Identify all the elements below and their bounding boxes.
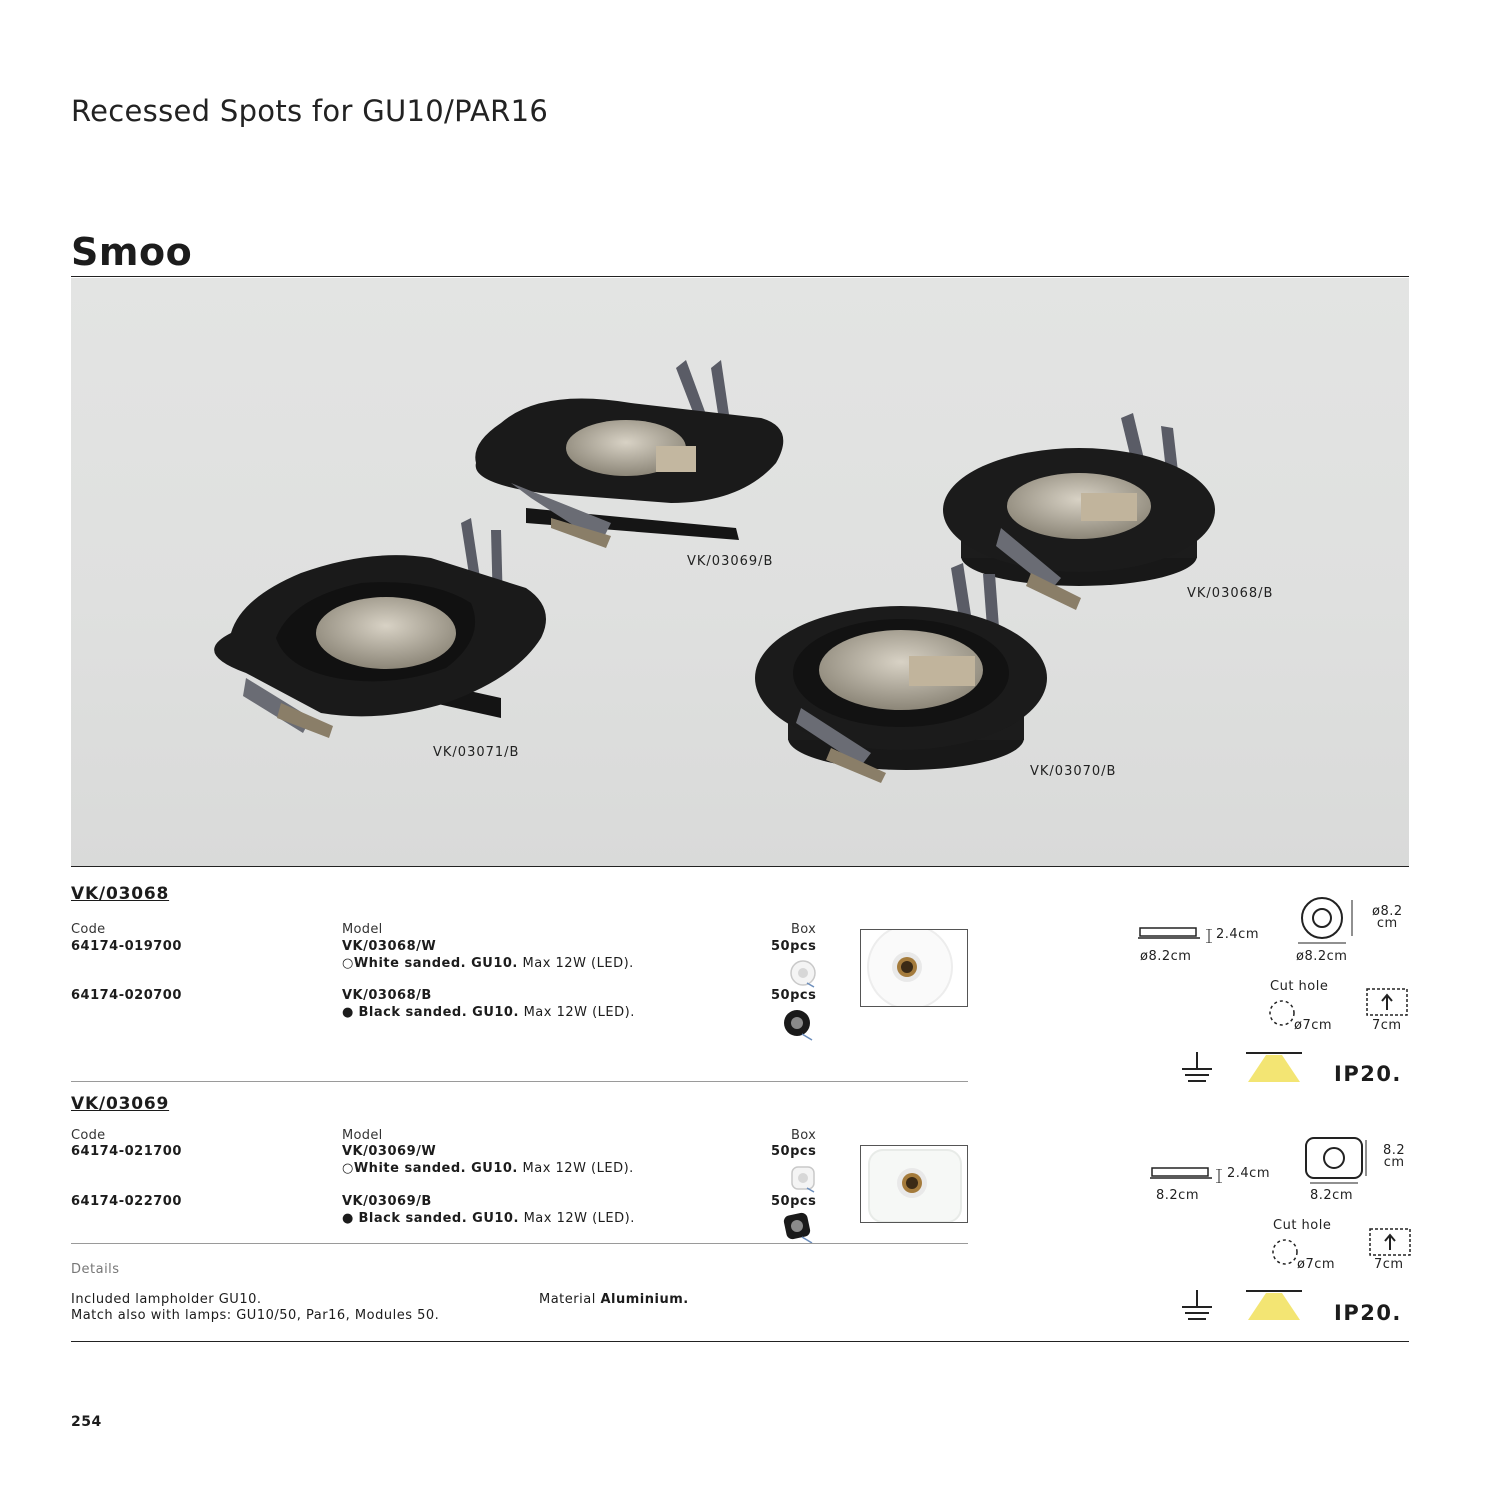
profile-diagram-icon — [1138, 926, 1202, 946]
dim-side: 8.2 cm — [1383, 1143, 1406, 1170]
dim-cut-hole: ø7cm — [1297, 1257, 1336, 1272]
spot-vk03071-b — [214, 518, 546, 738]
ip-rating: IP20. — [1334, 1301, 1402, 1325]
white-square-spot-image — [861, 1146, 967, 1222]
height-marker-icon — [1216, 1168, 1222, 1187]
dim-side: ø8.2 cm — [1372, 904, 1403, 931]
ip-rating: IP20. — [1334, 1062, 1402, 1086]
details-line-2: Match also with lamps: GU10/50, Par16, Modules 50. — [71, 1308, 440, 1323]
dim-diameter: ø8.2cm — [1296, 949, 1348, 964]
square-top-view-icon — [1304, 1136, 1368, 1188]
section-title: Recessed Spots for GU10/PAR16 — [71, 94, 549, 128]
earth-ground-icon — [1180, 1290, 1216, 1326]
cut-hole-label: Cut hole — [1270, 979, 1329, 994]
product-photo-illustration — [71, 278, 1409, 867]
dim-height: 2.4cm — [1227, 1166, 1270, 1181]
variant-description: ● Black sanded. GU10. Max 12W (LED). — [342, 1005, 635, 1020]
earth-ground-icon — [1180, 1052, 1216, 1088]
white-finish-dot-icon: ○ — [342, 1161, 354, 1176]
model-label: Model — [342, 1128, 383, 1143]
variant-code: 64174-020700 — [71, 988, 182, 1003]
black-swatch-icon — [780, 1210, 816, 1244]
height-marker-icon — [1206, 928, 1212, 947]
black-finish-dot-icon: ● — [342, 1211, 354, 1226]
variant-code: 64174-019700 — [71, 939, 182, 954]
family-name: Smoo — [71, 230, 193, 274]
footer-divider — [71, 1341, 1409, 1342]
photo-label-vk03071-b: VK/03071/B — [433, 745, 520, 760]
black-swatch-icon — [780, 1007, 816, 1041]
details-line-1: Included lampholder GU10. — [71, 1292, 262, 1307]
light-beam-icon — [1246, 1052, 1302, 1088]
dim-width: 8.2cm — [1156, 1188, 1199, 1203]
variant-model: VK/03069/W — [342, 1144, 437, 1159]
model-label: Model — [342, 922, 383, 937]
cut-hole-icon — [1268, 999, 1296, 1033]
product-heading-vk03068: VK/03068 — [71, 884, 170, 904]
variant-description: ○White sanded. GU10. Max 12W (LED). — [342, 1161, 634, 1176]
depth-box-icon — [1366, 988, 1410, 1022]
variant-model: VK/03068/W — [342, 939, 437, 954]
product-divider — [71, 1081, 968, 1082]
photo-label-vk03069-b: VK/03069/B — [687, 554, 774, 569]
family-divider — [71, 276, 1409, 277]
details-material: Material Aluminium. — [539, 1292, 689, 1307]
profile-diagram-icon — [1150, 1166, 1214, 1186]
variant-code: 64174-021700 — [71, 1144, 182, 1159]
product-heading-vk03069: VK/03069 — [71, 1094, 170, 1114]
spot-vk03070-b — [755, 563, 1047, 783]
white-finish-dot-icon: ○ — [342, 956, 354, 971]
code-label: Code — [71, 1128, 106, 1143]
dim-depth: 7cm — [1374, 1257, 1404, 1272]
variant-model: VK/03068/B — [342, 988, 432, 1003]
photo-label-vk03068-b: VK/03068/B — [1187, 586, 1274, 601]
white-swatch-icon — [788, 958, 818, 988]
dim-diameter: 8.2cm — [1310, 1188, 1353, 1203]
dim-depth: 7cm — [1372, 1018, 1402, 1033]
variant-box: 50pcs — [771, 1194, 817, 1209]
dim-height: 2.4cm — [1216, 927, 1259, 942]
photo-divider — [71, 866, 1409, 867]
code-label: Code — [71, 922, 106, 937]
black-finish-dot-icon: ● — [342, 1005, 354, 1020]
light-beam-icon — [1246, 1290, 1302, 1326]
cut-hole-icon — [1271, 1238, 1299, 1272]
variant-box: 50pcs — [771, 939, 817, 954]
variant-code: 64174-022700 — [71, 1194, 182, 1209]
product-photo — [71, 278, 1409, 867]
variant-description: ○White sanded. GU10. Max 12W (LED). — [342, 956, 634, 971]
details-label: Details — [71, 1262, 120, 1277]
cut-hole-label: Cut hole — [1273, 1218, 1332, 1233]
dim-cut-hole: ø7cm — [1294, 1018, 1333, 1033]
variant-box: 50pcs — [771, 1144, 817, 1159]
product-thumbnail — [860, 1145, 968, 1223]
box-label: Box — [791, 1128, 817, 1143]
white-swatch-icon — [788, 1163, 818, 1193]
dim-width: ø8.2cm — [1140, 949, 1192, 964]
page-number: 254 — [71, 1414, 102, 1430]
product-thumbnail — [860, 929, 968, 1007]
round-top-view-icon — [1292, 896, 1356, 948]
details-divider — [71, 1243, 968, 1244]
photo-label-vk03070-b: VK/03070/B — [1030, 764, 1117, 779]
box-label: Box — [791, 922, 817, 937]
variant-model: VK/03069/B — [342, 1194, 432, 1209]
variant-box: 50pcs — [771, 988, 817, 1003]
variant-description: ● Black sanded. GU10. Max 12W (LED). — [342, 1211, 635, 1226]
spot-vk03069-b — [475, 360, 783, 548]
white-round-spot-image — [861, 930, 967, 1006]
